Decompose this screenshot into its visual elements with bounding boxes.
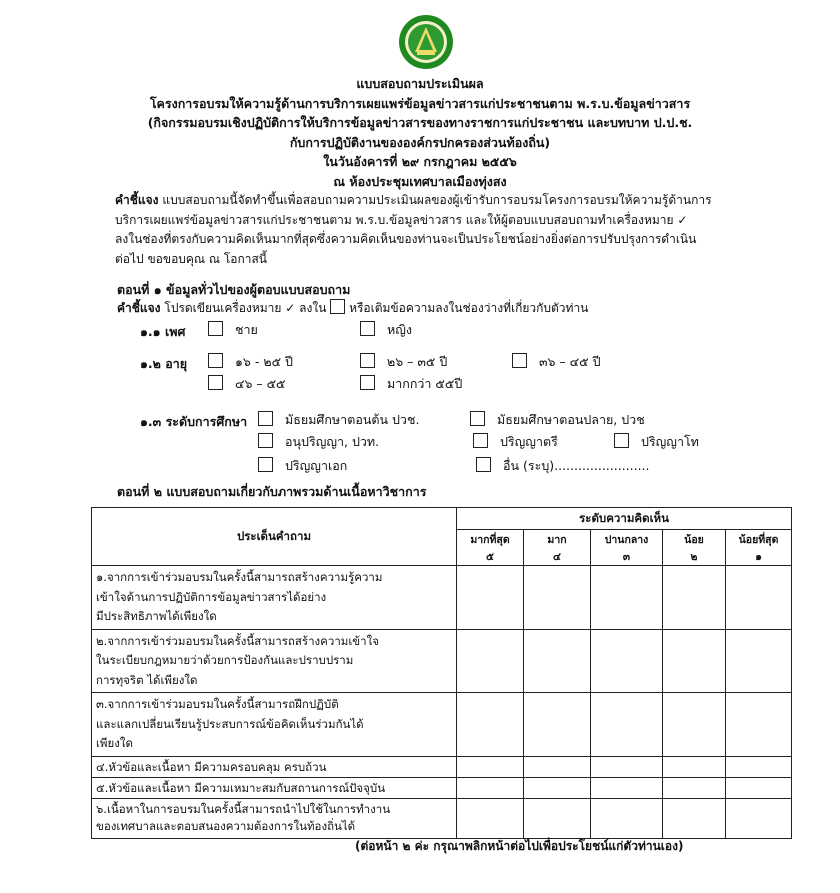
- checkbox[interactable]: [473, 433, 488, 448]
- rating-cell[interactable]: [524, 629, 591, 693]
- age-option-26-35[interactable]: ๒๖ – ๓๕ ปี: [360, 352, 447, 372]
- question-cell: ๖.เนื้อหาในการอบรมในครั้งนี้สามารถนำไปใช้ในการทำงาน ของเทศบาลและตอบสนองความต้องการในท้องถิ่นได้: [92, 798, 457, 838]
- gender-label: ๑.๑ เพศ: [140, 324, 186, 339]
- rating-cell[interactable]: [457, 566, 524, 630]
- education-option-lower-secondary[interactable]: มัธยมศึกษาตอนต้น ปวช.: [258, 410, 419, 430]
- project-line-3: กับการปฏิบัติงานขององค์กรปกครองส่วนท้องถิ่น): [289, 134, 551, 150]
- age-option-36-45[interactable]: ๓๖ – ๔๕ ปี: [512, 352, 601, 372]
- rating-cell[interactable]: [726, 566, 792, 630]
- part1-instruction: คำชี้แจง โปรดเขียนเครื่องหมาย ✓ ลงใน หรือเติมข้อความลงในช่องว่างที่เกี่ยวกับตัวท่าน: [117, 301, 589, 315]
- level-header-5: มากที่สุด ๕: [457, 530, 524, 566]
- table-row: [92, 629, 792, 693]
- level-header-2: น้อย ๒: [663, 530, 726, 566]
- level-header-4: มาก ๔: [524, 530, 591, 566]
- rating-cell[interactable]: [457, 756, 524, 777]
- project-line-1: โครงการอบรมให้ความรู้ด้านการบริการเผยแพร่ข้อมูลข่าวสารแก่ประชาชนตาม พ.ร.บ.ข้อมูลข่าวสาร: [149, 95, 691, 111]
- checkbox[interactable]: [360, 353, 375, 368]
- part2-heading: ตอนที่ ๒ แบบสอบถามเกี่ยวกับภาพรวมด้านเนื้อหาวิชาการ: [117, 484, 427, 499]
- evaluation-table: [91, 507, 792, 839]
- rating-cell[interactable]: [457, 693, 524, 757]
- checkbox[interactable]: [258, 411, 273, 426]
- table-row: [92, 693, 792, 757]
- checkbox[interactable]: [360, 321, 375, 336]
- rating-cell[interactable]: [591, 798, 663, 838]
- checkbox[interactable]: [360, 375, 375, 390]
- rating-cell[interactable]: [591, 756, 663, 777]
- level-header-3: ปานกลาง ๓: [591, 530, 663, 566]
- checkbox[interactable]: [208, 321, 223, 336]
- event-date: ในวันอังคารที่ ๒๙ กรกฎาคม ๒๕๕๖: [323, 154, 517, 169]
- checkbox[interactable]: [614, 433, 629, 448]
- question-cell: ๔.หัวข้อและเนื้อหา มีความครอบคลุม ครบถ้วน: [92, 756, 457, 777]
- sample-checkbox: [330, 299, 345, 314]
- rating-cell[interactable]: [726, 798, 792, 838]
- education-option-diploma[interactable]: อนุปริญญา, ปวท.: [258, 432, 379, 452]
- rating-cell[interactable]: [524, 756, 591, 777]
- education-label: ๑.๓ ระดับการศึกษา: [140, 414, 248, 429]
- opinion-level-header: ระดับความคิดเห็น: [457, 508, 792, 530]
- gender-option-female[interactable]: หญิง: [360, 320, 412, 340]
- form-title: แบบสอบถามประเมินผล: [356, 76, 484, 91]
- footer-note: (ต่อหน้า ๒ ค่ะ กรุณาพลิกหน้าต่อไปเพื่อประโยชน์แก่ตัวท่านเอง): [355, 839, 684, 853]
- project-line-2: (กิจกรรมอบรมเชิงปฏิบัติการให้บริการข้อมูลข่าวสารของทางราชการแก่ประชาชน และบทบาท ป.ป.ช.: [147, 115, 693, 130]
- checkbox[interactable]: [476, 457, 491, 472]
- rating-cell[interactable]: [591, 777, 663, 798]
- rating-cell[interactable]: [663, 629, 726, 693]
- rating-cell[interactable]: [524, 798, 591, 838]
- gender-option-male[interactable]: ชาย: [208, 320, 258, 340]
- checkbox[interactable]: [258, 457, 273, 472]
- rating-cell[interactable]: [591, 693, 663, 757]
- intro-paragraph: คำชี้แจง แบบสอบถามนี้จัดทำขึ้นเพื่อสอบถามความประเมินผลของผู้เข้ารับการอบรมโครงการอบรมให้ความรู้ด้านการ บริการเผยแพร่ข้อมูลข่าวสารแก่ประชาชนตาม พ.ร.บ.ข้อมูลข่าวสาร และให้ผู้ตอบแบบสอบถามทำเครื่องหมาย ✓ ลงในช่องที่ตรงกับความคิดเห็นมากที่สุดซึ่งความคิดเห็นของท่านจะเป็นประโยชน์อย่างยิ่งต่อการปรับปรุงการดำเนิน ต่อไป ขอขอบคุณ ณ โอกาสนี้: [115, 193, 712, 266]
- rating-cell[interactable]: [591, 629, 663, 693]
- rating-cell[interactable]: [663, 693, 726, 757]
- rating-cell[interactable]: [663, 777, 726, 798]
- rating-cell[interactable]: [726, 756, 792, 777]
- rating-cell[interactable]: [457, 777, 524, 798]
- event-place: ณ ห้องประชุมเทศบาลเมืองทุ่งสง: [333, 173, 507, 189]
- intro-label: คำชี้แจง: [115, 193, 159, 207]
- education-option-master[interactable]: ปริญญาโท: [614, 432, 699, 452]
- rating-cell[interactable]: [663, 566, 726, 630]
- age-option-46-55[interactable]: ๔๖ – ๕๕: [208, 374, 286, 394]
- rating-cell[interactable]: [524, 777, 591, 798]
- table-row: [92, 798, 792, 838]
- municipality-logo: [398, 14, 454, 70]
- table-row: [92, 756, 792, 777]
- rating-cell[interactable]: [524, 566, 591, 630]
- age-label: ๑.๒ อายุ: [140, 356, 188, 371]
- question-cell: ๕.หัวข้อและเนื้อหา มีความเหมาะสมกับสถานการณ์ปัจจุบัน: [92, 777, 457, 798]
- checkbox[interactable]: [258, 433, 273, 448]
- checkbox[interactable]: [208, 375, 223, 390]
- rating-cell[interactable]: [591, 566, 663, 630]
- rating-cell[interactable]: [457, 629, 524, 693]
- education-option-bachelor[interactable]: ปริญญาตรี: [473, 432, 558, 452]
- education-option-doctorate[interactable]: ปริญญาเอก: [258, 456, 347, 476]
- age-option-16-25[interactable]: ๑๖ - ๒๕ ปี: [208, 352, 293, 372]
- education-option-upper-secondary[interactable]: มัธยมศึกษาตอนปลาย, ปวช: [470, 410, 645, 430]
- rating-cell[interactable]: [726, 777, 792, 798]
- rating-cell[interactable]: [726, 693, 792, 757]
- rating-cell[interactable]: [457, 798, 524, 838]
- age-option-over-55[interactable]: มากกว่า ๕๕ปี: [360, 374, 462, 394]
- question-cell: ๒.จากการเข้าร่วมอบรมในครั้งนี้สามารถสร้างความเข้าใจ ในระเบียบกฎหมายว่าด้วยการป้องกันและปราบปราม การทุจริต ได้เพียงใด: [92, 629, 457, 693]
- checkbox[interactable]: [512, 353, 527, 368]
- table-row: [92, 777, 792, 798]
- question-cell: ๑.จากการเข้าร่วมอบรมในครั้งนี้สามารถสร้างความรู้ความ เข้าใจด้านการปฏิบัติการข้อมูลข่าวสารได้อย่าง มีประสิทธิภาพได้เพียงใด: [92, 566, 457, 630]
- rating-cell[interactable]: [524, 693, 591, 757]
- checkbox[interactable]: [208, 353, 223, 368]
- question-column-header: ประเด็นคำถาม: [92, 508, 457, 566]
- rating-cell[interactable]: [663, 798, 726, 838]
- question-cell: ๓.จากการเข้าร่วมอบรมในครั้งนี้สามารถฝึกปฏิบัติ และแลกเปลี่ยนเรียนรู้ประสบการณ์ข้อคิดเห็นร่วมกันได้ เพียงใด: [92, 693, 457, 757]
- rating-cell[interactable]: [663, 756, 726, 777]
- rating-cell[interactable]: [726, 629, 792, 693]
- checkbox[interactable]: [470, 411, 485, 426]
- table-row: [92, 566, 792, 630]
- part1-heading: ตอนที่ ๑ ข้อมูลทั่วไปของผู้ตอบแบบสอบถาม: [117, 282, 351, 297]
- level-header-1: น้อยที่สุด ๑: [726, 530, 792, 566]
- education-option-other[interactable]: อื่น (ระบุ)........................: [476, 456, 650, 476]
